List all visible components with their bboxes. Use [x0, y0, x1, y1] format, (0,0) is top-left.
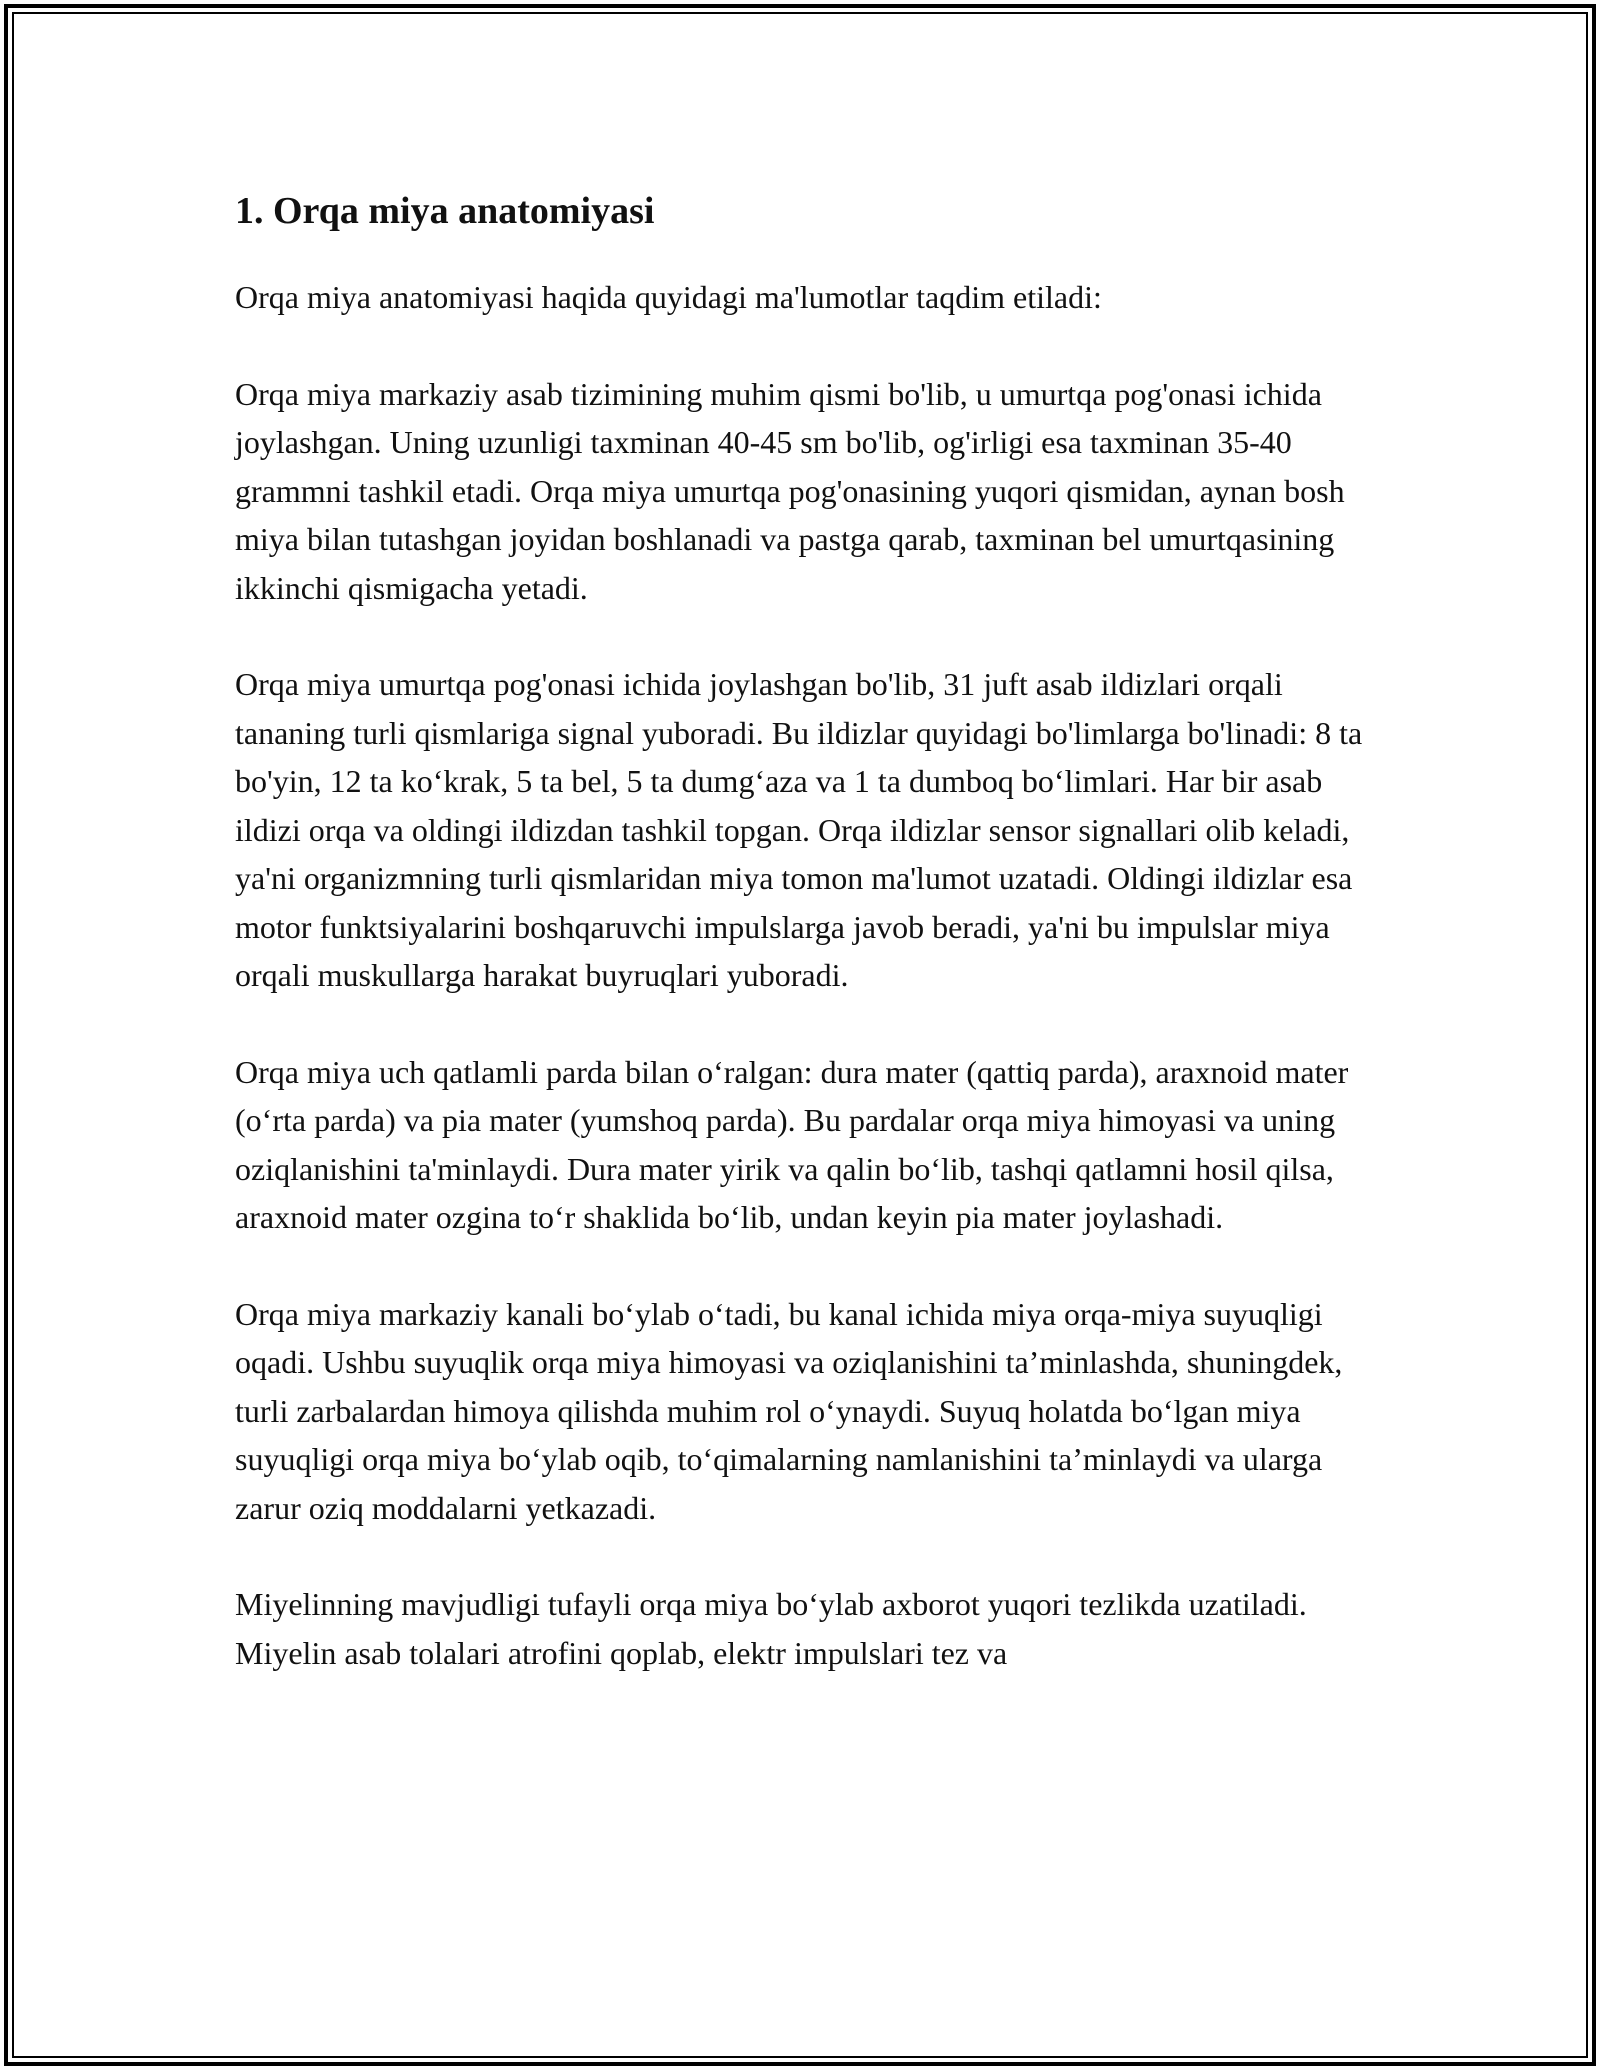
paragraph-central-canal: Orqa miya markaziy kanali bo‘ylab o‘tadi, bu kanal ichida miya orqa-miya suyuqligi oqadi. Ushbu suyuqlik orqa miya himoyasi va oziqlanishini ta’minlashda, shuningdek, turli zarbalardan himoya qilishda muhim rol o‘ynaydi. Suyuq holatda bo‘lgan miya suyuqligi orqa miya bo‘ylab oqib, to‘qimalarning namlanishini ta’minlaydi va ularga zarur oziq moddalarni yetkazadi.	[235, 1295, 1343, 1526]
paragraph-nerve-roots: Orqa miya umurtqa pog'onasi ichida joylashgan bo'lib, 31 juft asab ildizlari orqali tananing turli qismlariga signal yuboradi. Bu ildizlar quyidagi bo'limlarga bo'linadi: 8 ta bo'yin, 12 ta ko‘krak, 5 ta bel, 5 ta dumg‘aza va 1 ta dumboq bo‘limlari. Har bir asab ildizi orqa va oldingi ildizdan tashkil topgan. Orqa ildizlar sensor signallari olib keladi, ya'ni organizmning turli qismlaridan miya tomon ma'lumot uzatadi. Oldingi ildizlar esa motor funktsiyalarini boshqaruvchi impulslarga javob beradi, ya'ni bu impulslar miya orqali muskullarga harakat buyruqlari yuboradi.	[235, 666, 1363, 993]
section-title: 1. Orqa miya anatomiyasi	[235, 190, 655, 232]
paragraph-myelin: Miyelinning mavjudligi tufayli orqa miya bo‘ylab axborot yuqori tezlikda uzatiladi. Miyelin asab tolalari atrofini qoplab, elektr impulslari tez va	[235, 1586, 1307, 1671]
paragraph-intro: Orqa miya anatomiyasi haqida quyidagi ma'lumotlar taqdim etiladi:	[235, 279, 1102, 315]
paragraph-location: Orqa miya markaziy asab tizimining muhim qismi bo'lib, u umurtqa pog'onasi ichida joylashgan. Uning uzunligi taxminan 40-45 sm bo'lib, og'irligi esa taxminan 35-40 grammni tashkil etadi. Orqa miya umurtqa pog'onasining yuqori qismidan, aynan bosh miya bilan tutashgan joyidan boshlanadi va pastga qarab, taxminan bel umurtqasining ikkinchi qismigacha yetadi.	[235, 375, 1345, 606]
document-body	[235, 185, 1385, 1725]
paragraph-meninges: Orqa miya uch qatlamli parda bilan o‘ralgan: dura mater (qattiq parda), araxnoid mater (o‘rta parda) va pia mater (yumshoq parda). Bu pardalar orqa miya himoyasi va uning oziqlanishini ta'minlaydi. Dura mater yirik va qalin bo‘lib, tashqi qatlamni hosil qilsa, araxnoid mater ozgina to‘r shaklida bo‘lib, undan keyin pia mater joylashadi.	[235, 1053, 1349, 1235]
